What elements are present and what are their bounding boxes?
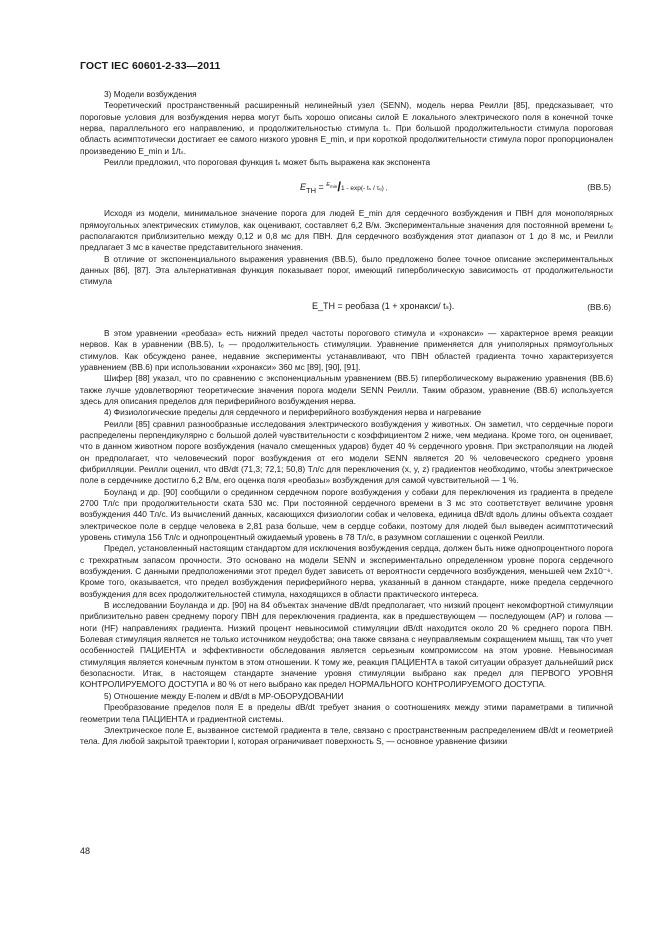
section-3-heading: 3) Модели возбуждения: [104, 89, 197, 99]
paragraph: Исходя из модели, минимальное значение порога для людей E_min для сердечного возбуждения и ПВН для монополярных прямоугольных электрических стимулов, как оценивают, составляет 6,2 В/м. Экспериментальные значения для постоянной времени tₑ располагаются приблизительно между 0,12 и 0,8 мс для ПВН. Для сердечного возбуждения этот диапазон от 1 до 8 мс, и Реилли предлагает 3 мс в качестве представительного значения.: [80, 208, 613, 253]
equation-number: (BB.6): [587, 301, 611, 312]
equation-bb6: [80, 296, 613, 318]
paragraph: Электрическое поле E, вызванное системой градиента в теле, связано с пространственным распределением dB/dt и геометрией тела. Для любой закрытой траектории l, которая ограничивает поверхность S, — основное уравнение физики: [80, 724, 613, 747]
paragraph: В отличие от экспоненциального выражения уравнения (BB.5), было предложено более точное описание экспериментальных данных [86], [87]. Эта альтернативная функция показывает порог, имеющий гиперболическую зависимость от продолжительности стимула: [80, 253, 613, 287]
paragraph: Шифер [88] указал, что по сравнению с экспоненциальным уравнением (BB.5) гиперболическому выражению уравнения (BB.6) также лучше удовлетворяют теоретические значения порога модели SENN Реилли. Таким образом, уравнение (BB.6) используется здесь для описания пределов для периферийного возбуждения нерва.: [80, 373, 613, 406]
paragraph: В этом уравнении «реобаза» есть нижний предел частоты порогового стимула и «хронакси» — характерное время реакции нервов. Как в уравнении (BB.5), tₑ — продолжительность стимуляции. Уравнение применяется для униполярных прямоугольных стимулов. Как обсуждено ранее, недавние эксперименты устанавливают, что ПВН областей градиента точно характеризуется уравнением (BB.6) при использовании «хронакси» 360 мс [89], [90], [91].: [80, 327, 613, 372]
eq-numerator-sub: min: [329, 184, 338, 190]
paragraph: В исследовании Боуланда и др. [90] на 84 объектах значение dB/dt предполагает, что низкий процент некомфортной стимуляции приблизительно равен среднему порогу ПВН для переключения градиента, как в предшествующем — последующем (AP) и голова — ноги (HF) направлениях градиента. Низкий процент невыносимой стимуляции dB/dt находится около 20 % среднего порога ПВН. Болевая стимуляция является не только источником неудобства; она также связана с неуправляемым сокращением мышц, так что учет особенностей ПАЦИЕНТА и эффективности обследования является серьезным компромиссом на этом уровне. Невыносимая стимуляция является конечным пунктом в этом отношении. К тому же, реакция ПАЦИЕНТА в такой ситуации образует дальнейший риск безопасности. Итак, в настоящем стандарте значение уровня стимуляции выбрано как предел для ПЕРВОГО УРОВНЯ КОНТРОЛИРУЕМОГО ДОСТУПА и 80 % от него выбрано как предел НОРМАЛЬНОГО КОНТРОЛИРУЕМОГО ДОСТУПА.: [80, 600, 613, 690]
paragraph: Боуланд и др. [90] сообщили о срединном сердечном пороге возбуждения у собаки для переключения из градиента в пределе 2700 Тл/с при продолжительности ската 530 мс. При постоянной сердечного времени в 3 мс это соответствует величине уровня возбуждения 440 Тл/с. Из вычислений данных, касающихся физиологии собак и человека, единица dB/dt вдоль длины объекта создает электрическое поле в сердце человека в 2,81 раза больше, чем в сердце собаки, поэтому для людей был выведен асимптотический уровень стимула 156 Тл/с и однопроцентный ожидаемый уровень в 78 Тл/с, в разумном соглашении с оценкой Реилли.: [80, 486, 613, 542]
eq-lhs-sub: TH: [306, 186, 317, 196]
section-4-heading: 4) Физиологические пределы для сердечного и периферийного возбуждения нерва и нагревание: [104, 407, 482, 418]
paragraph: Реилли [85] сравнил разнообразные исследования электрического возбуждения у животных. Он заметил, что сердечные пороги распределены перпендикулярно с большой долей чувствительности с коэффициентом 2 ниже, чем медиана. Кроме того, он оценивает, что в данном животном пороге возбуждения (начало смещенных ударов) будет 40 % сердечного уровня. При экстраполяции на людей он предполагает, что человеческий порог возбуждения от его модели SENN является 20 % человеческого среднего уровня фибрилляции. Реилли оценил, что dB/dt (71,3; 72,1; 50,8) Тл/с для переключения (x, y, z) градиентов необходимо, чтобы электрическое поле в сердечнике достигло 6,2 В/м, его оценка поля «реобазы» возбуждения для самой чувствительной — 1 %.: [80, 418, 613, 486]
eq-numerator: E: [326, 182, 330, 189]
equation-bb6-formula: E_TH = реобаза (1 + хронакси/ tₛ).: [312, 300, 455, 311]
section-5-heading: 5) Отношение между E-полем и dB/dt в МР-ОБОРУДОВАНИИ: [104, 690, 344, 701]
paragraph: Предел, установленный настоящим стандартом для исключения возбуждения сердца, должен быть ниже однопроцентного порога с трехкратным запасом прочности. Это основано на модели SENN и экспериментально определенном уровне порога сердечного возбуждения. С данными предположениями этот предел будет зависеть от вероятности сердечного возбуждения, меньшей чем 2x10⁻⁶. Кроме того, оказывается, что предел возбуждения периферийного нерва, указанный в данном стандарте, ниже предела сердечного возбуждения для всех продолжительностей стимула, находящихся в области практического интереса.: [80, 543, 613, 599]
page-number: 48: [80, 846, 91, 856]
paragraph: Теоретический пространственный расширенный нелинейный узел (SENN), модель нерва Реилли [85], предсказывает, что пороговые условия для возбуждения нерва могут быть хорошо описаны силой E локального электрического поля в конечной точке нерва, параллельного его направлению, и продолжительностью стимула tₛ. При большой продолжительности стимула пороговая область асимптотически достигает ее самого низкого уровня E_min, и при короткой продолжительности стимула порог пропорционален произведению E_min и 1/tₛ.: [80, 100, 613, 156]
paragraph: Реилли предложил, что пороговая функция tₛ может быть выражена как экспонента: [104, 157, 431, 168]
equation-number: (BB.5): [587, 182, 611, 193]
paragraph: Преобразование пределов поля E в пределы dB/dt требует знания о соотношениях между этими параметрами в типичной геометрии тела ПАЦИЕНТА и градиентной системы.: [80, 702, 613, 724]
equation-bb5-formula: [300, 180, 387, 196]
eq-denominator: 1 - exp(- tₛ / τₑ) ,: [340, 185, 388, 193]
document-body: [80, 89, 613, 748]
equation-bb5: [80, 176, 613, 198]
eq-sign: =: [316, 182, 327, 193]
eq-lhs: E: [300, 182, 307, 193]
fraction-slash-icon: /: [337, 179, 341, 195]
document-header: ГОСТ IEC 60601-2-33—2011: [80, 60, 221, 72]
